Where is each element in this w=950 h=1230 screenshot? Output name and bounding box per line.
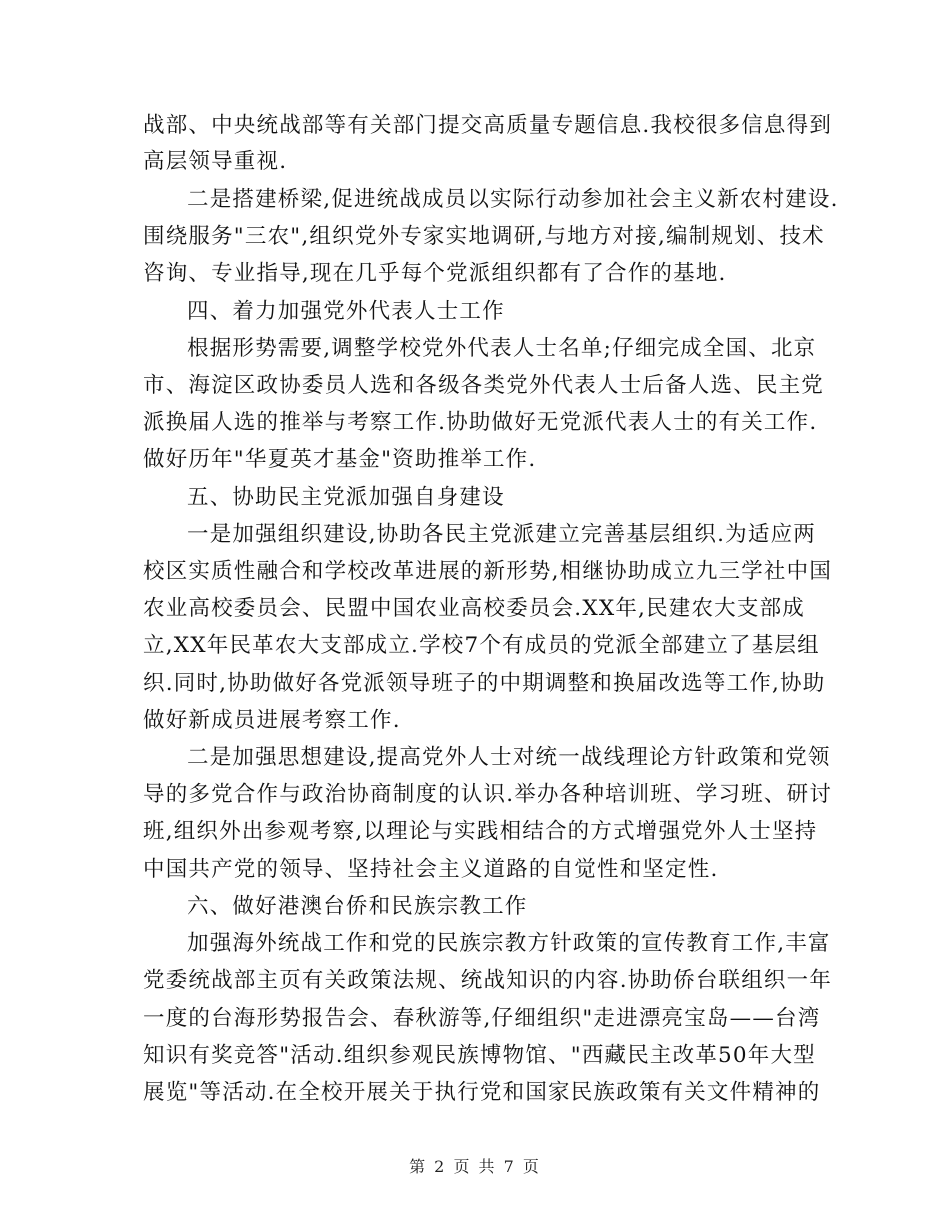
text-line: 班,组织外出参观考察,以理论与实践相结合的方式增强党外人士坚持 (143, 819, 818, 844)
text-line: 一是加强组织建设,协助各民主党派建立完善基层组织.为适应两 (187, 522, 816, 547)
text-line: 二是加强思想建设,提高党外人士对统一战线理论方针政策和党领 (187, 745, 831, 770)
text-line: 做好历年"华夏英才基金"资助推举工作. (143, 447, 537, 472)
page-number: 第 2 页 共 7 页 (409, 1157, 541, 1176)
section-heading: 五、协助民主党派加强自身建设 (187, 485, 505, 510)
text-line: 导的多党合作与政治协商制度的认识.举办各种培训班、学习班、研讨 (143, 782, 833, 807)
text-line: 立,XX年民革农大支部成立.学校7个有成员的党派全部建立了基层组 (143, 633, 820, 658)
text-line: 高层领导重视. (143, 149, 288, 174)
text-line: 加强海外统战工作和党的民族宗教方针政策的宣传教育工作,丰富 (187, 931, 831, 956)
text-line: 农业高校委员会、民盟中国农业高校委员会.XX年,民建农大支部成 (143, 596, 805, 621)
section-heading: 六、做好港澳台侨和民族宗教工作 (187, 894, 528, 919)
text-line: 校区实质性融合和学校改革进展的新形势,相继协助成立九三学社中国 (143, 559, 833, 584)
text-line: 织.同时,协助做好各党派领导班子的中期调整和换届改选等工作,协助 (143, 671, 826, 696)
text-line: 咨询、专业指导,现在几乎每个党派组织都有了合作的基地. (143, 261, 727, 286)
text-line: 二是搭建桥梁,促进统战成员以实际行动参加社会主义新农村建设. (187, 187, 839, 212)
text-line: 市、海淀区政协委员人选和各级各类党外代表人士后备人选、民主党 (143, 373, 825, 398)
text-line: 根据形势需要,调整学校党外代表人士名单;仔细完成全国、北京 (187, 336, 817, 361)
text-line: 战部、中央统战部等有关部门提交高质量专题信息.我校很多信息得到 (143, 113, 833, 138)
text-line: 知识有奖竞答"活动.组织参观民族博物馆、"西藏民主改革50年大型 (143, 1043, 816, 1068)
section-heading: 四、着力加强党外代表人士工作 (187, 299, 505, 324)
text-line: 做好新成员进展考察工作. (143, 708, 401, 733)
text-line: 党委统战部主页有关政策法规、统战知识的内容.协助侨台联组织一年 (143, 968, 833, 993)
text-line: 围绕服务"三农",组织党外专家实地调研,与地方对接,编制规划、技术 (143, 224, 825, 249)
text-line: 一度的台海形势报告会、春秋游等,仔细组织"走进漂亮宝岛——台湾 (143, 1006, 821, 1031)
text-line: 派换届人选的推举与考察工作.协助做好无党派代表人士的有关工作. (143, 410, 818, 435)
text-line: 中国共产党的领导、坚持社会主义道路的自觉性和坚定性. (143, 857, 719, 882)
text-line: 展览"等活动.在全校开展关于执行党和国家民族政策有关文件精神的 (143, 1080, 821, 1105)
